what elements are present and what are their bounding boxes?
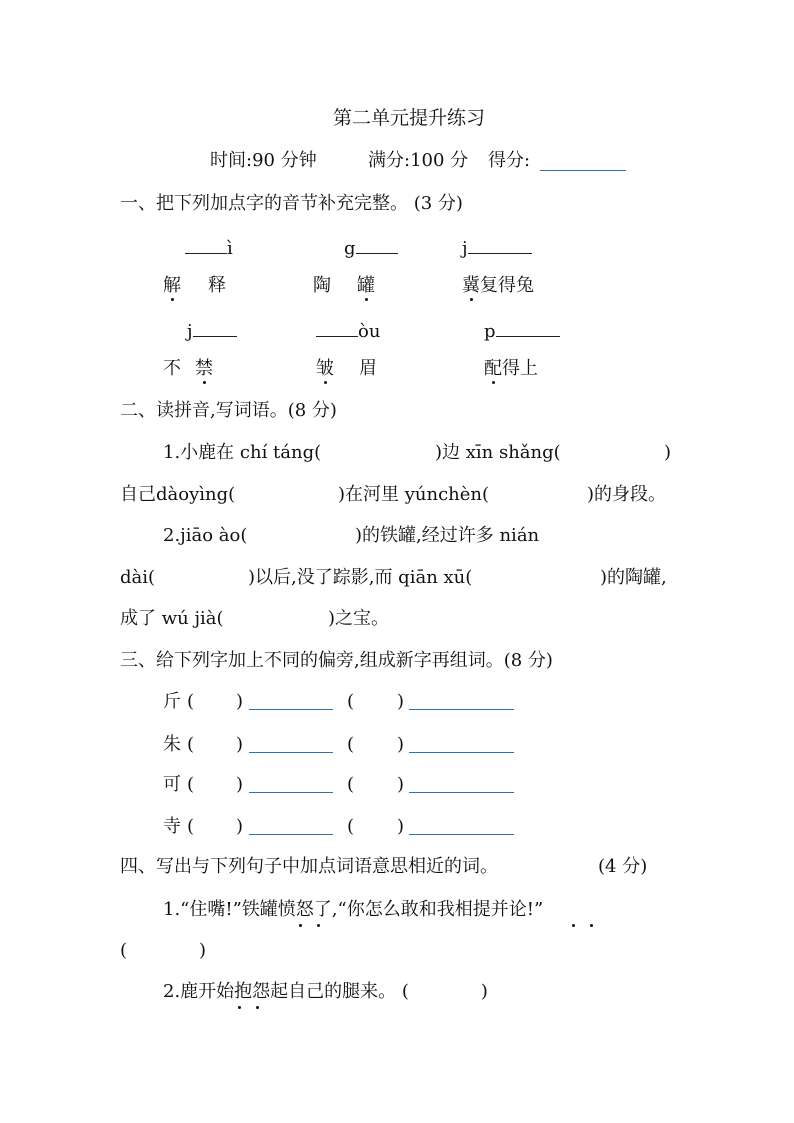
- q3-base-char: 寺: [163, 816, 181, 837]
- q2-text: dài(: [120, 567, 156, 588]
- emphasis-dot: [590, 924, 593, 927]
- score-label: 得分:: [488, 150, 531, 171]
- q3-paren: ): [397, 774, 405, 795]
- q2-text: 自己dàoyìng(: [120, 484, 236, 505]
- q3-paren: (: [187, 734, 195, 755]
- page-title: 第二单元提升练习: [333, 107, 486, 129]
- q2-text: )之宝。: [328, 608, 390, 629]
- q3-answer-line[interactable]: [249, 834, 333, 835]
- q3-base-char: 朱: [163, 734, 181, 755]
- q2-text: )的身段。: [587, 484, 667, 505]
- q1-word: 冀复得兔: [462, 275, 534, 296]
- time-limit: 时间:90 分钟: [210, 150, 317, 171]
- q3-paren: (: [347, 816, 355, 837]
- q3-paren: ): [397, 816, 405, 837]
- q1-word-char: 眉: [359, 358, 377, 379]
- emphasis-dot: [365, 298, 368, 301]
- q3-paren: ): [236, 691, 244, 712]
- q2-text: )以后,没了踪影,而 qiān xū(: [248, 567, 473, 588]
- q1-pinyin-blank-2[interactable]: g: [344, 235, 398, 260]
- score-input-line[interactable]: [540, 170, 626, 171]
- q1-word-char: 禁: [195, 358, 213, 379]
- q2-text: 1.小鹿在 chí táng(: [163, 442, 322, 463]
- emphasis-dot: [299, 924, 302, 927]
- q4-sentence-1: 1.“住嘴!”铁罐愤怒了,“你怎么敢和我相提并论!”: [163, 899, 544, 920]
- emphasis-dot: [324, 381, 327, 384]
- q1-word: 配得上: [484, 358, 538, 379]
- q1-word-char: 解: [163, 275, 181, 296]
- q2-heading: 二、读拼音,写词语。(8 分): [120, 400, 337, 421]
- q3-answer-line[interactable]: [409, 752, 514, 753]
- q2-text: )的陶罐,: [600, 567, 667, 588]
- q1-word-char: 罐: [357, 275, 375, 296]
- q1-pinyin-blank-4[interactable]: j: [187, 318, 237, 343]
- full-score: 满分:100 分: [368, 150, 469, 171]
- q1-pinyin-blank-6[interactable]: p: [484, 318, 560, 343]
- q1-word-char: 皱: [316, 358, 334, 379]
- q3-answer-line[interactable]: [249, 709, 333, 710]
- q2-text: )的铁罐,经过许多 nián: [355, 525, 540, 546]
- q1-heading: 一、把下列加点字的音节补充完整。 (3 分): [120, 193, 463, 214]
- q3-answer-line[interactable]: [409, 834, 514, 835]
- emphasis-dot: [492, 381, 495, 384]
- q3-base-char: 可: [163, 774, 181, 795]
- emphasis-dot: [171, 298, 174, 301]
- q3-paren: (: [347, 774, 355, 795]
- q1-word-char: 不: [163, 358, 181, 379]
- q1-word-char: 陶: [313, 275, 331, 296]
- emphasis-dot: [317, 924, 320, 927]
- emphasis-dot: [256, 1006, 259, 1009]
- q3-paren: ): [236, 816, 244, 837]
- q2-text: 成了 wú jià(: [120, 608, 224, 629]
- q3-heading: 三、给下列字加上不同的偏旁,组成新字再组词。(8 分): [120, 650, 553, 671]
- q3-paren: (: [347, 734, 355, 755]
- q3-answer-line[interactable]: [409, 792, 514, 793]
- q3-paren: ): [397, 734, 405, 755]
- q3-answer-line[interactable]: [249, 752, 333, 753]
- q2-text: )边 xīn shǎng(: [435, 442, 561, 463]
- emphasis-dot: [572, 924, 575, 927]
- q2-text: ): [664, 442, 672, 463]
- emphasis-dot: [203, 381, 206, 384]
- q4-points: (4 分): [598, 856, 648, 877]
- q3-answer-line[interactable]: [409, 709, 514, 710]
- q3-answer-line[interactable]: [249, 792, 333, 793]
- q3-paren: ): [236, 774, 244, 795]
- q4-heading: 四、写出与下列句子中加点词语意思相近的词。: [120, 856, 498, 877]
- q2-text: 2.jiāo ào(: [163, 525, 248, 546]
- q3-paren: ): [236, 734, 244, 755]
- q3-paren: (: [347, 691, 355, 712]
- q3-paren: (: [187, 816, 195, 837]
- emphasis-dot: [238, 1006, 241, 1009]
- q1-word-char: 释: [208, 275, 226, 296]
- q2-text: )在河里 yúnchèn(: [338, 484, 490, 505]
- q4-answer-1[interactable]: ( ): [120, 940, 207, 961]
- q1-pinyin-blank-1[interactable]: ì: [185, 235, 233, 260]
- q3-paren: (: [187, 774, 195, 795]
- q3-base-char: 斤: [163, 691, 181, 712]
- emphasis-dot: [470, 298, 473, 301]
- q4-sentence-2: 2.鹿开始抱怨起自己的腿来。 ( ): [163, 981, 488, 1002]
- q3-paren: (: [187, 691, 195, 712]
- q3-paren: ): [397, 691, 405, 712]
- q1-pinyin-blank-3[interactable]: j: [462, 235, 532, 260]
- q1-pinyin-blank-5[interactable]: òu: [316, 318, 380, 343]
